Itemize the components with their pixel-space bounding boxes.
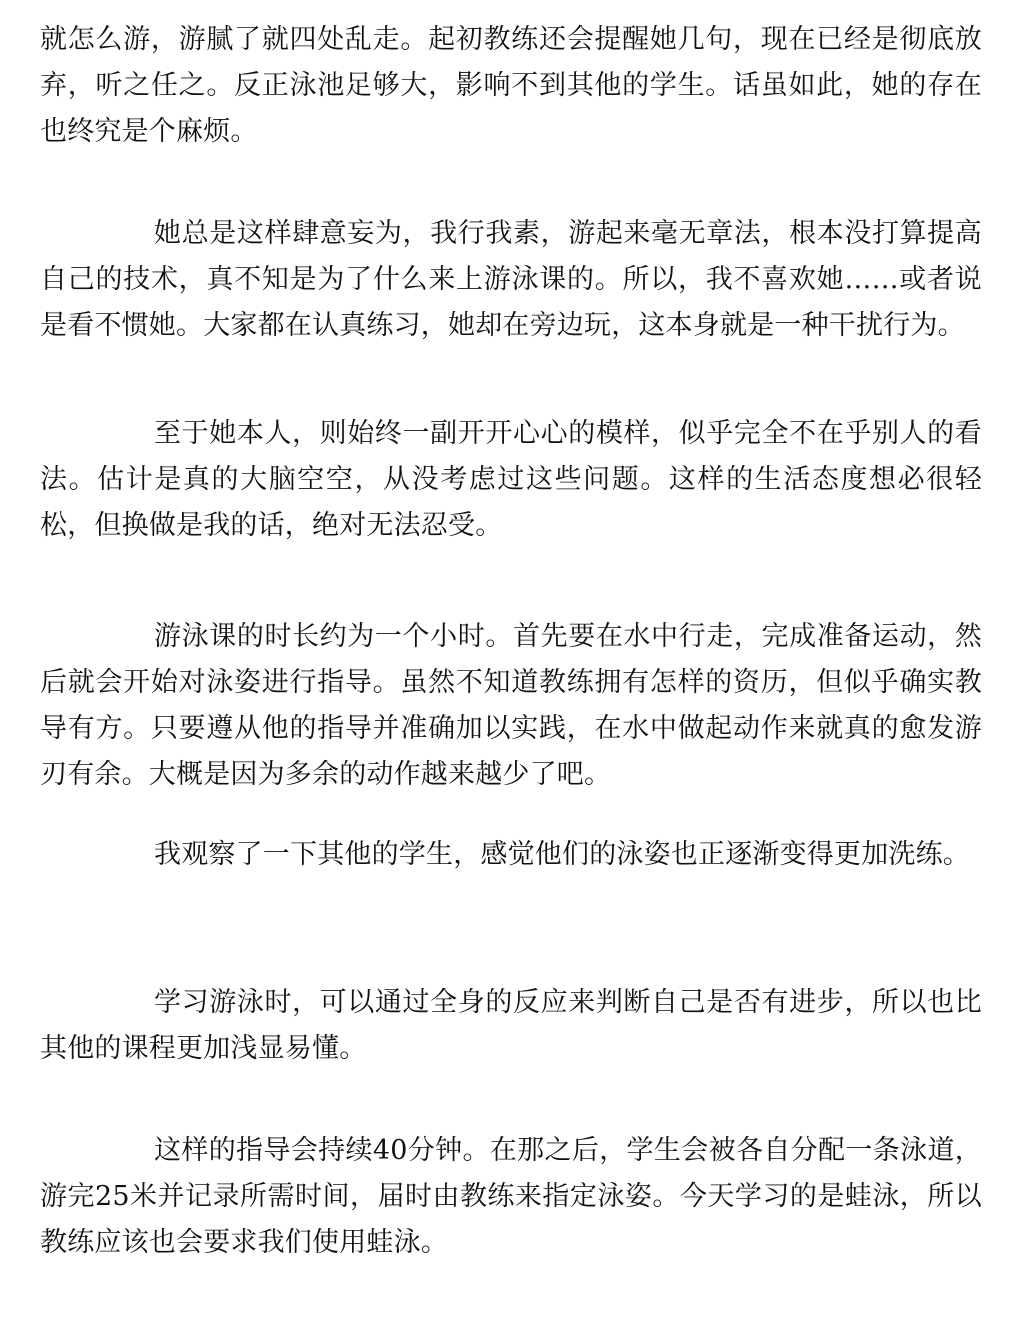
paragraph-3: 至于她本人，则始终一副开开心心的模样，似乎完全不在乎别人的看法。估计是真的大脑空空，从没考虑过这些问题。这样的生活态度想必很轻松，但换做是我的话，绝对无法忍受。 xyxy=(40,418,982,541)
paragraph-5: 我观察了一下其他的学生，感觉他们的泳姿也正逐渐变得更加洗练。 xyxy=(154,839,970,870)
paragraph-7: 这样的指导会持续40分钟。在那之后，学生会被各自分配一条泳道，游完25米并记录所需时间，届时由教练来指定泳姿。今天学习的是蛙泳，所以教练应该也会要求我们使用蛙泳。 xyxy=(40,1135,982,1258)
paragraph-6: 学习游泳时，可以通过全身的反应来判断自己是否有进步，所以也比其他的课程更加浅显易懂。 xyxy=(40,987,982,1064)
paragraph-2: 她总是这样肆意妄为，我行我素，游起来毫无章法，根本没打算提高自己的技术，真不知是为了什么来上游泳课的。所以，我不喜欢她……或者说是看不惯她。大家都在认真练习，她却在旁边玩，这本身就是一种干扰行为。 xyxy=(40,218,982,341)
paragraph-1: 就怎么游，游腻了就四处乱走。起初教练还会提醒她几句，现在已经是彻底放弃，听之任之。反正泳池足够大，影响不到其他的学生。话虽如此，她的存在也终究是个麻烦。 xyxy=(40,24,982,147)
paragraph-4: 游泳课的时长约为一个小时。首先要在水中行走，完成准备运动，然后就会开始对泳姿进行指导。虽然不知道教练拥有怎样的资历，但似乎确实教导有方。只要遵从他的指导并准确加以实践，在水中做起动作来就真的愈发游刃有余。大概是因为多余的动作越来越少了吧。 xyxy=(40,621,982,790)
